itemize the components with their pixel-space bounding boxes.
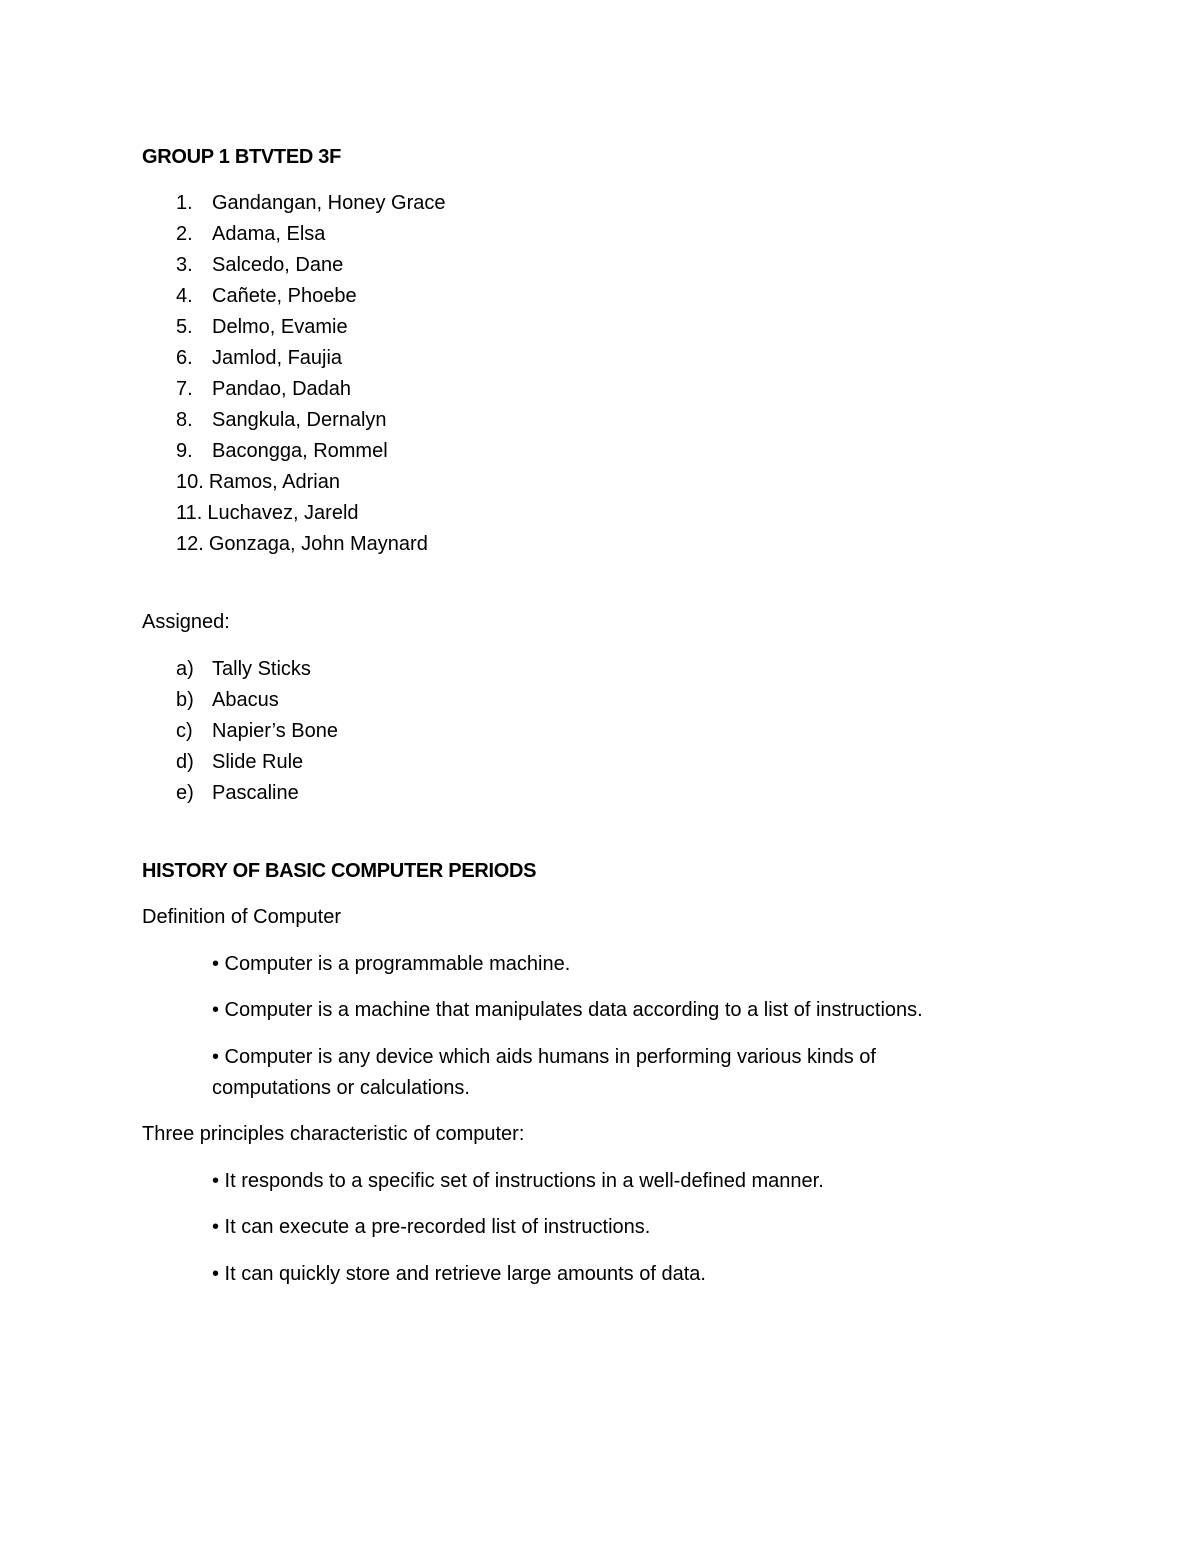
list-letter: d) [176,751,194,773]
definition-heading: Definition of Computer [142,906,341,928]
list-item [176,439,388,463]
list-item [176,408,387,432]
member-name: Ramos, Adrian [208,471,340,493]
list-number: 11. [176,502,203,524]
list-letter: b) [176,689,194,711]
list-item [176,222,325,246]
assigned-item: Slide Rule [212,751,304,773]
assigned-item: Abacus [212,689,279,711]
principle-bullet: • It can quickly store and retrieve large amounts of data. [212,1263,706,1285]
list-letter: e) [176,782,194,804]
member-name: Salcedo, Dane [212,254,344,276]
principles-heading: Three principles characteristic of computer: [142,1123,525,1145]
member-name: Gandangan, Honey Grace [212,192,446,214]
definition-bullet: • Computer is a machine that manipulates data according to a list of instructions. [212,999,923,1021]
list-item [176,315,348,339]
list-item [176,501,359,525]
list-item [176,719,338,743]
list-letter: c) [176,720,193,742]
member-name: Jamlod, Faujia [212,347,343,369]
list-number: 10. [176,471,204,493]
member-name: Pandao, Dadah [212,378,352,400]
assigned-item: Tally Sticks [212,658,311,680]
member-name: Delmo, Evamie [212,316,348,338]
list-item [176,191,446,215]
member-name: Cañete, Phoebe [212,285,357,307]
list-item [176,657,311,681]
definition-bullet: • Computer is any device which aids humans in performing various kinds of [212,1046,876,1068]
group-heading: GROUP 1 BTVTED 3F [142,146,342,168]
principle-bullet: • It can execute a pre-recorded list of instructions. [212,1216,651,1238]
definition-bullet-continuation: computations or calculations. [212,1077,470,1099]
list-number: 3. [176,254,193,276]
list-number: 7. [176,378,193,400]
list-number: 6. [176,347,193,369]
list-number: 9. [176,440,193,462]
list-item [176,470,340,494]
principle-bullet: • It responds to a specific set of instructions in a well-defined manner. [212,1170,824,1192]
assigned-item: Napier’s Bone [212,720,339,742]
list-number: 5. [176,316,193,338]
list-item [176,346,342,370]
member-name: Sangkula, Dernalyn [212,409,387,431]
list-number: 4. [176,285,193,307]
list-item [176,253,343,277]
list-item [176,750,303,774]
assigned-label: Assigned: [142,611,230,633]
list-number: 1. [176,192,193,214]
list-letter: a) [176,658,194,680]
list-item [176,284,357,308]
list-number: 12. [176,533,204,555]
assigned-item: Pascaline [212,782,299,804]
list-item [176,688,279,712]
list-item [176,532,428,556]
member-name: Bacongga, Rommel [212,440,388,462]
member-name: Gonzaga, John Maynard [208,533,428,555]
list-number: 8. [176,409,193,431]
member-name: Adama, Elsa [212,223,326,245]
history-heading: HISTORY OF BASIC COMPUTER PERIODS [142,860,537,882]
member-name: Luchavez, Jareld [207,502,359,524]
definition-bullet: • Computer is a programmable machine. [212,953,571,975]
list-item [176,781,299,805]
list-number: 2. [176,223,193,245]
list-item [176,377,351,401]
